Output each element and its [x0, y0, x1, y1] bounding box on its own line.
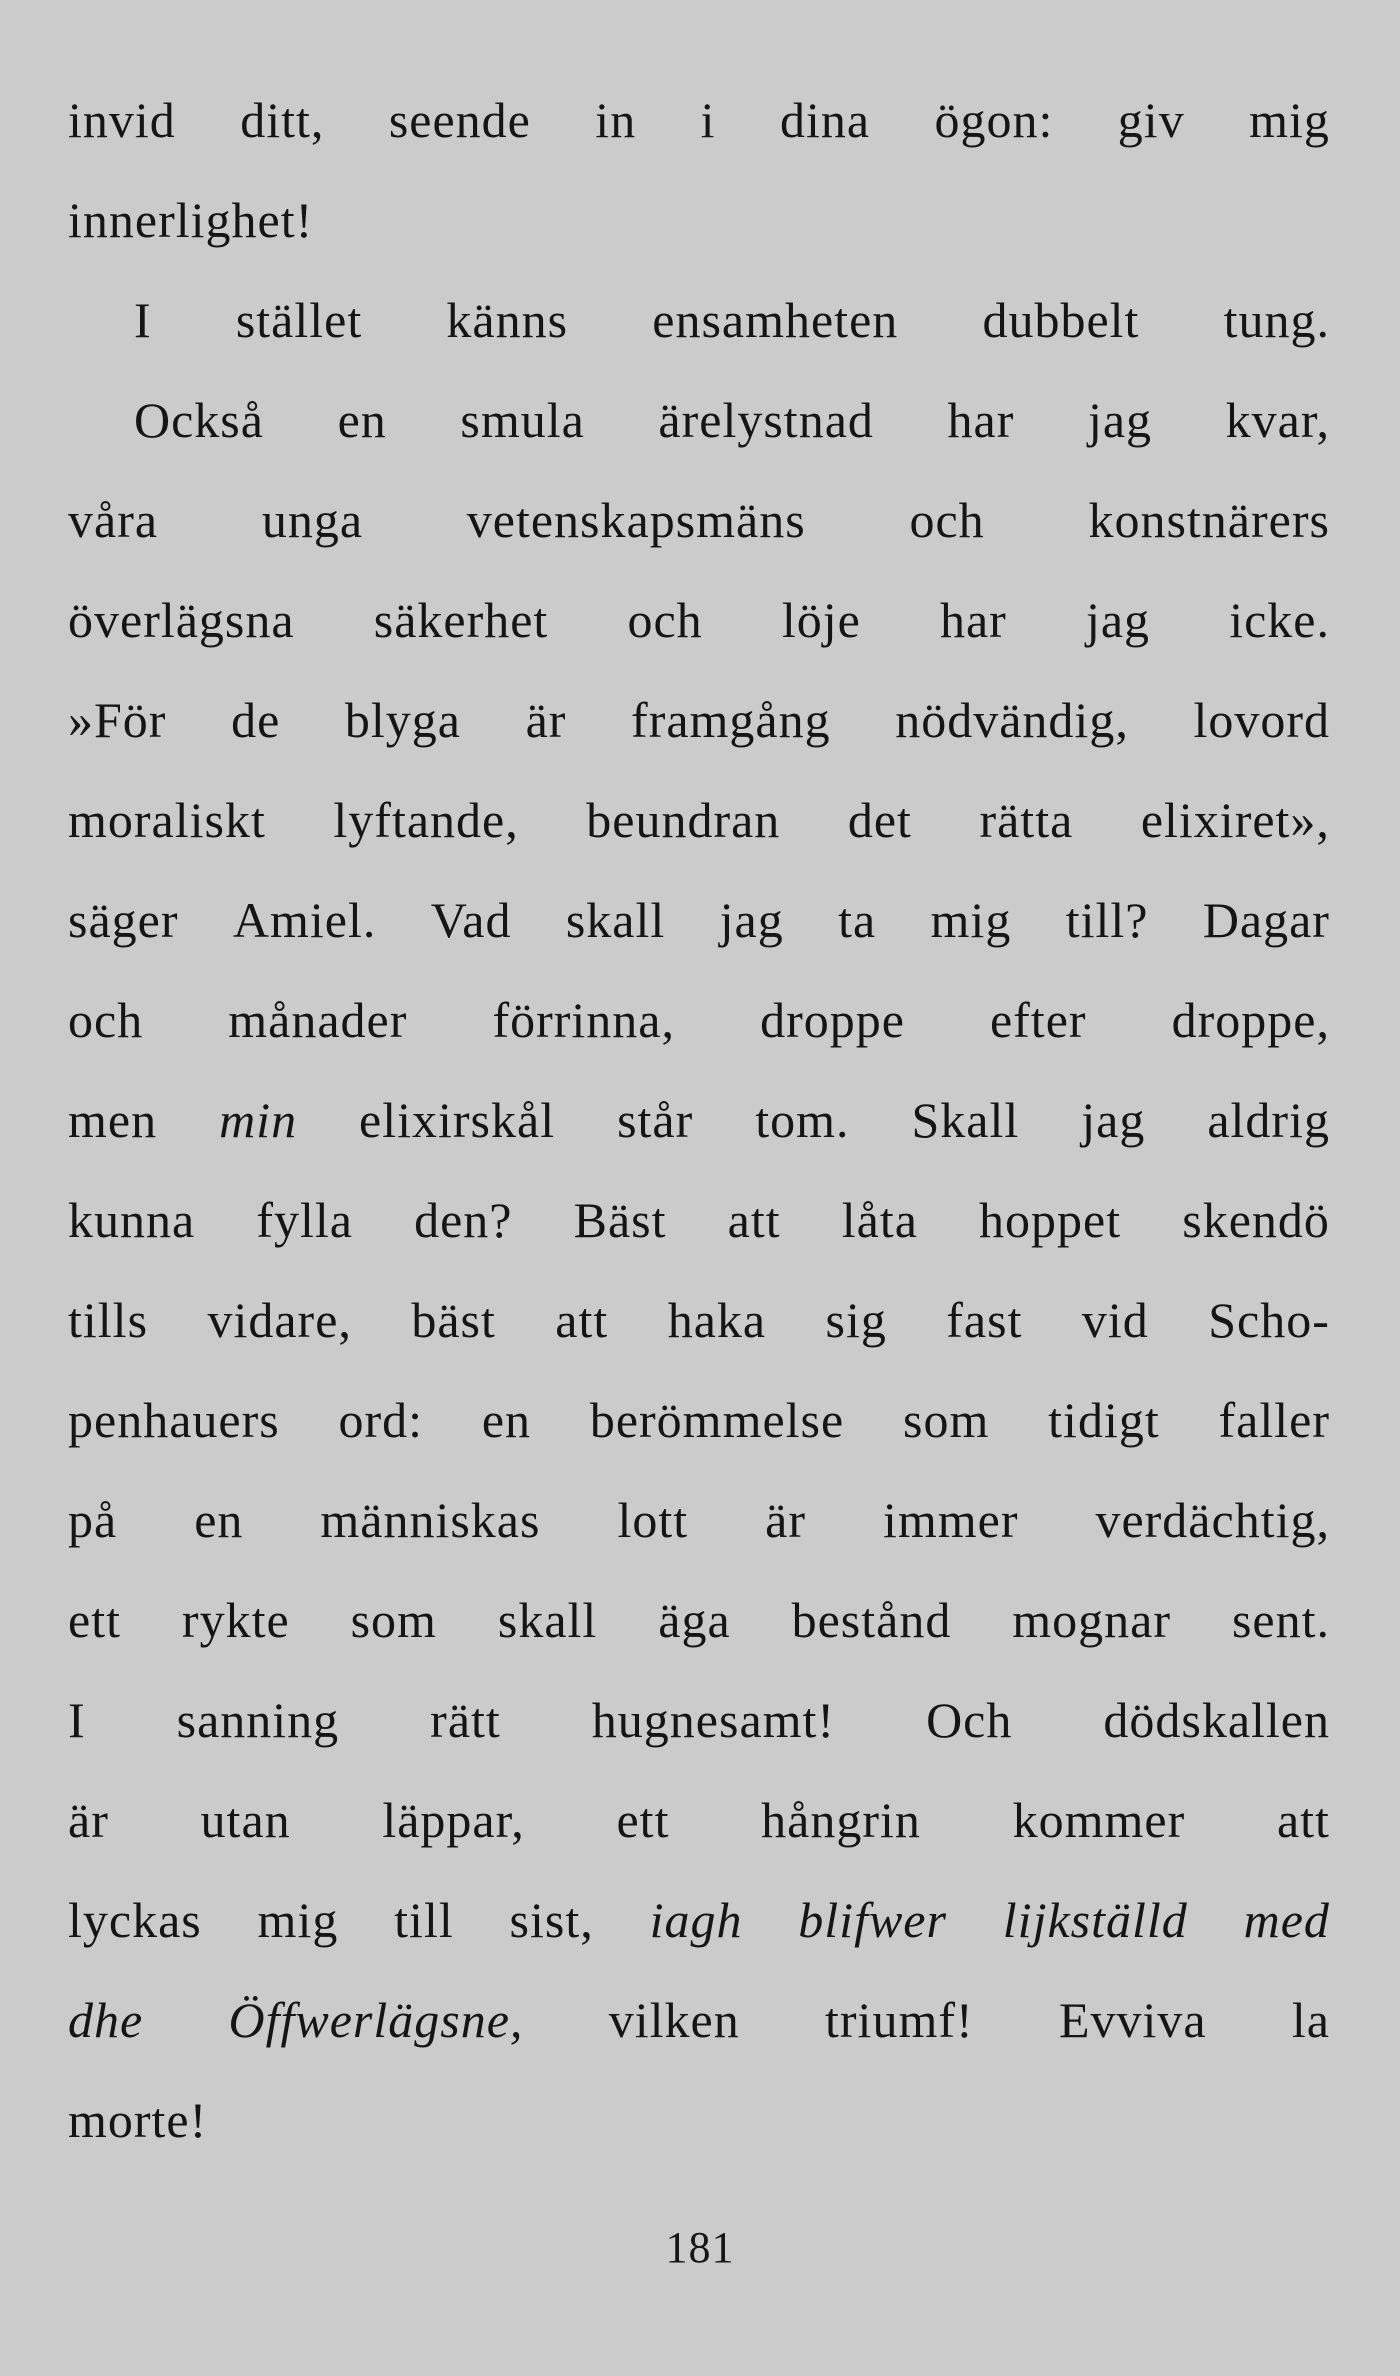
word: I — [68, 1692, 86, 1748]
word: har — [947, 392, 1015, 448]
word: Vad — [430, 892, 512, 948]
word: morte! — [68, 2092, 208, 2148]
word: I — [134, 292, 152, 348]
word: lott — [617, 1492, 689, 1548]
word: tom. — [755, 1092, 850, 1148]
word: det — [847, 792, 912, 848]
text-line — [68, 1184, 1330, 1284]
text-line — [68, 1284, 1330, 1384]
text-line — [68, 84, 1330, 184]
word: ditt, — [240, 92, 325, 148]
word: har — [939, 592, 1007, 648]
word: ett — [68, 1592, 121, 1648]
text-line — [68, 884, 1330, 984]
text-line — [68, 384, 1330, 484]
text-line — [68, 584, 1330, 684]
text-line — [68, 1384, 1330, 1484]
word: tills — [68, 1292, 149, 1348]
text-line — [68, 1984, 1330, 2084]
word: som — [350, 1592, 437, 1648]
word: droppe, — [1171, 992, 1330, 1048]
word: mig — [1249, 92, 1330, 148]
body-text — [68, 84, 1330, 2184]
italic-word: med — [1243, 1892, 1330, 1948]
word: Också — [134, 392, 264, 448]
word: triumf! — [825, 1992, 974, 2048]
word: berömmelse — [589, 1392, 845, 1448]
word: på — [68, 1492, 118, 1548]
italic-word: Öffwerlägsne, — [228, 1992, 524, 2048]
word: ögon: — [934, 92, 1054, 148]
word: haka — [667, 1292, 767, 1348]
word: och — [627, 592, 703, 648]
word: Bäst — [573, 1192, 667, 1248]
word: tung. — [1223, 292, 1330, 348]
word: dubbelt — [982, 292, 1140, 348]
word: jag — [719, 892, 784, 948]
word: känns — [446, 292, 569, 348]
word: efter — [989, 992, 1087, 1048]
word: smula — [460, 392, 585, 448]
word: hugnesamt! — [591, 1692, 836, 1748]
italic-word: dhe — [68, 1992, 144, 2048]
word: framgång — [631, 692, 831, 748]
word: vidare, — [207, 1292, 352, 1348]
word: en — [194, 1492, 244, 1548]
word: och — [909, 492, 985, 548]
word: vid — [1081, 1292, 1149, 1348]
word: immer — [882, 1492, 1019, 1548]
word: hångrin — [761, 1792, 921, 1848]
text-line — [68, 1684, 1330, 1784]
word: en — [337, 392, 387, 448]
word: sig — [825, 1292, 887, 1348]
word: skendö — [1182, 1192, 1330, 1248]
word: men — [68, 1092, 158, 1148]
text-line — [68, 1584, 1330, 1684]
word: bäst — [411, 1292, 496, 1348]
word: skall — [565, 892, 666, 948]
word: elixirskål — [359, 1092, 556, 1148]
word: är — [68, 1792, 109, 1848]
italic-word: iagh — [649, 1892, 743, 1948]
word: löje — [781, 592, 861, 648]
word: till — [394, 1892, 454, 1948]
text-line — [68, 184, 1330, 284]
word: sent. — [1231, 1592, 1330, 1648]
word: sanning — [176, 1692, 340, 1748]
word: utan — [200, 1792, 291, 1848]
word: Dagar — [1202, 892, 1330, 948]
word: nödvändig, — [895, 692, 1129, 748]
word: att — [727, 1192, 781, 1248]
text-line — [68, 1784, 1330, 1884]
word: moraliskt — [68, 792, 266, 848]
word: jag — [1081, 1092, 1146, 1148]
word: la — [1291, 1992, 1330, 2048]
word: Skall — [911, 1092, 1020, 1148]
word: våra — [68, 492, 159, 548]
word: ärelystnad — [658, 392, 874, 448]
page-number: 181 — [665, 2223, 735, 2272]
italic-word: lijkställd — [1002, 1892, 1188, 1948]
word: icke. — [1229, 592, 1330, 648]
word: läppar, — [382, 1792, 525, 1848]
word: innerlighet! — [68, 192, 314, 248]
word: rätta — [979, 792, 1074, 848]
word: konstnärers — [1088, 492, 1330, 548]
word: kunna — [68, 1192, 196, 1248]
word: dödskallen — [1103, 1692, 1330, 1748]
word: en — [481, 1392, 532, 1448]
text-line — [68, 1084, 1330, 1184]
word: vilken — [608, 1992, 740, 2048]
word: låta — [841, 1192, 918, 1248]
word: ord: — [338, 1392, 424, 1448]
word: Och — [926, 1692, 1013, 1748]
word: in — [595, 92, 637, 148]
word: Scho- — [1208, 1292, 1330, 1348]
word: unga — [261, 492, 364, 548]
text-line — [68, 1484, 1330, 1584]
word: sist, — [509, 1892, 594, 1948]
text-line — [68, 984, 1330, 1084]
word: äga — [658, 1592, 731, 1648]
word: fylla — [256, 1192, 353, 1248]
word: mig — [257, 1892, 339, 1948]
word: elixiret», — [1140, 792, 1330, 848]
word: kommer — [1012, 1792, 1186, 1848]
word: penhauers — [68, 1392, 280, 1448]
word: Evviva — [1058, 1992, 1207, 2048]
word: invid — [68, 92, 176, 148]
word: seende — [388, 92, 531, 148]
word: jag — [1085, 592, 1151, 648]
word: »För — [68, 692, 167, 748]
word: bestånd — [791, 1592, 952, 1648]
text-line — [68, 2084, 1330, 2184]
word: säkerhet — [373, 592, 549, 648]
word: beundran — [586, 792, 781, 848]
word: månader — [228, 992, 408, 1048]
text-line — [68, 784, 1330, 884]
word: aldrig — [1207, 1092, 1330, 1148]
word: stället — [235, 292, 363, 348]
word: är — [525, 692, 567, 748]
word: de — [231, 692, 281, 748]
word: faller — [1218, 1392, 1330, 1448]
word: människas — [320, 1492, 541, 1548]
word: rykte — [181, 1592, 290, 1648]
word: att — [555, 1292, 609, 1348]
word: hoppet — [979, 1192, 1122, 1248]
text-line — [68, 1884, 1330, 1984]
word: som — [903, 1392, 990, 1448]
word: blyga — [344, 692, 461, 748]
word: verdächtig, — [1095, 1492, 1330, 1548]
word: lyckas — [68, 1892, 202, 1948]
word: till? — [1065, 892, 1149, 948]
word: kvar, — [1225, 392, 1330, 448]
word: giv — [1117, 92, 1185, 148]
word: lovord — [1193, 692, 1330, 748]
text-line — [68, 684, 1330, 784]
word: ensamheten — [652, 292, 899, 348]
text-line — [68, 484, 1330, 584]
word: vetenskapsmäns — [466, 492, 806, 548]
word: och — [68, 992, 144, 1048]
word: förrinna, — [492, 992, 675, 1048]
word: mig — [930, 892, 1012, 948]
italic-word: blifwer — [798, 1892, 947, 1948]
italic-word: min — [219, 1092, 298, 1148]
word: tidigt — [1048, 1392, 1160, 1448]
text-line — [68, 284, 1330, 384]
word: att — [1276, 1792, 1330, 1848]
word: överlägsna — [68, 592, 295, 648]
word: dina — [779, 92, 871, 148]
word: den? — [414, 1192, 513, 1248]
word: droppe — [760, 992, 905, 1048]
word: jag — [1087, 392, 1153, 448]
word: mognar — [1012, 1592, 1171, 1648]
word: Amiel. — [232, 892, 377, 948]
word: är — [765, 1492, 806, 1548]
word: rätt — [430, 1692, 501, 1748]
word: lyftande, — [333, 792, 519, 848]
word: i — [700, 92, 716, 148]
word: fast — [946, 1292, 1023, 1348]
word: säger — [68, 892, 179, 948]
word: står — [617, 1092, 694, 1148]
word: ta — [838, 892, 877, 948]
word: ett — [616, 1792, 670, 1848]
word: skall — [497, 1592, 598, 1648]
